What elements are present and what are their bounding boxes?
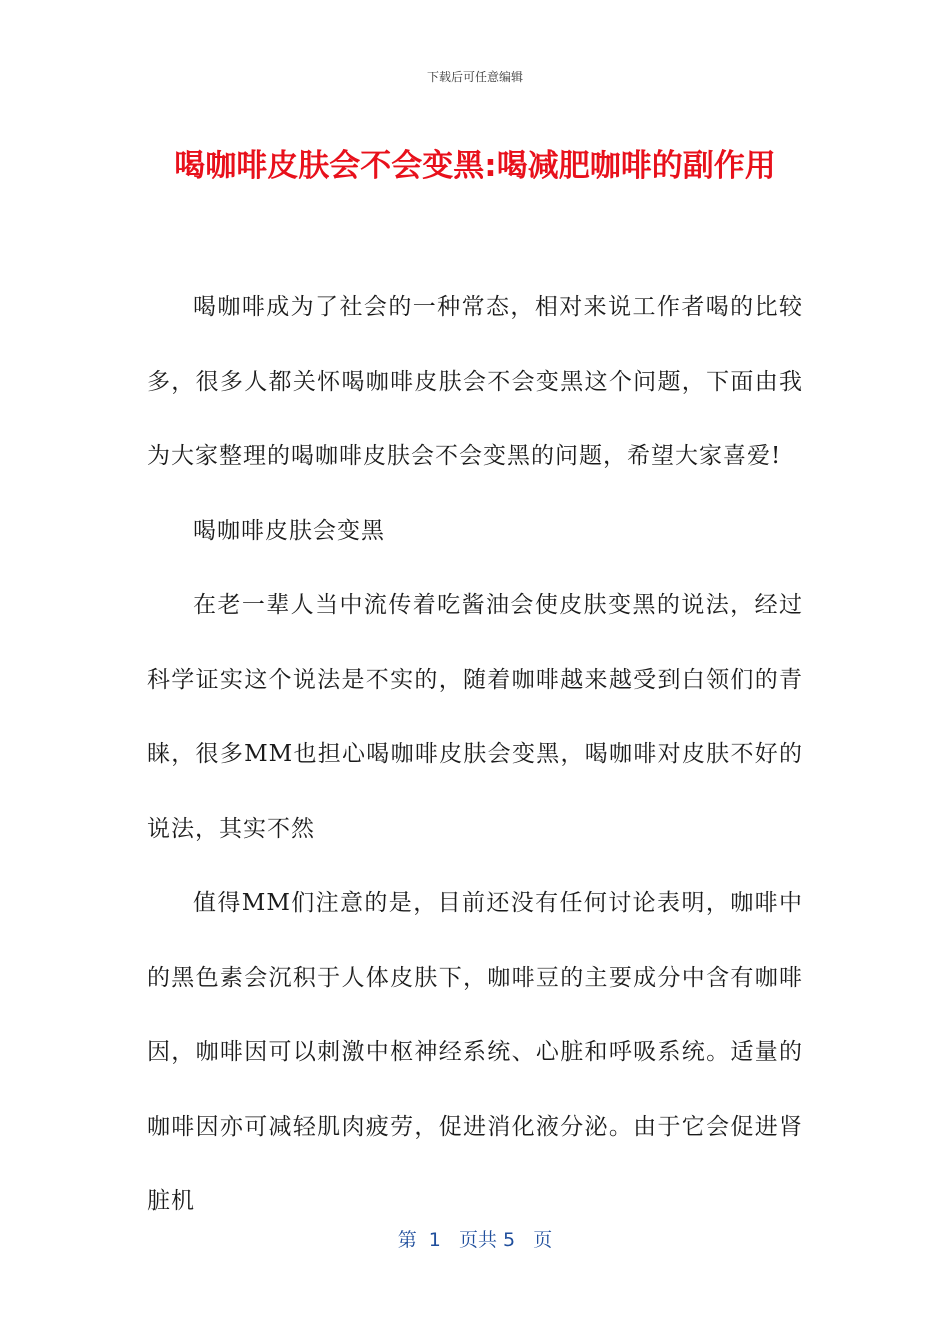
document-body bbox=[147, 270, 803, 1239]
header-note: 下载后可任意编辑 bbox=[426, 70, 523, 84]
paragraph-caffeine: 值得MM们注意的是，目前还没有任何讨论表明，咖啡中的黑色素会沉积于人体皮肤下，咖啡豆的主要成分中含有咖啡因，咖啡因可以刺激中枢神经系统、心脏和呼吸系统。适量的咖啡因亦可减轻肌肉疲劳，促进消化液分泌。由于它会促进肾脏机 bbox=[147, 890, 803, 1214]
page-footer: 第 1 页共 5 页 bbox=[397, 1229, 553, 1251]
paragraph-soy-sauce: 在老一辈人当中流传着吃酱油会使皮肤变黑的说法，经过科学证实这个说法是不实的，随着咖啡越来越受到白领们的青睐，很多MM也担心喝咖啡皮肤会变黑，喝咖啡对皮肤不好的说法，其实不然 bbox=[147, 592, 803, 842]
paragraph-intro: 喝咖啡成为了社会的一种常态，相对来说工作者喝的比较多，很多人都关怀喝咖啡皮肤会不会变黑这个问题，下面由我为大家整理的喝咖啡皮肤会不会变黑的问题，希望大家喜爱! bbox=[147, 294, 803, 469]
document-title: 喝咖啡皮肤会不会变黑:喝减肥咖啡的副作用 bbox=[174, 148, 776, 184]
paragraph-subheading: 喝咖啡皮肤会变黑 bbox=[193, 517, 385, 544]
